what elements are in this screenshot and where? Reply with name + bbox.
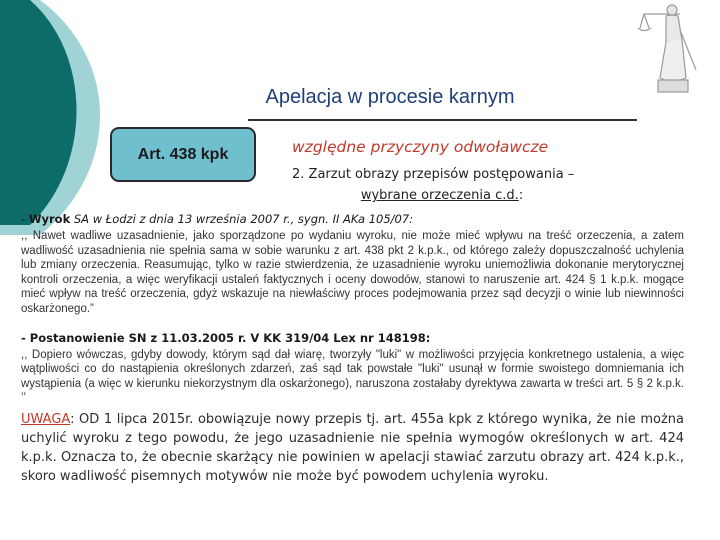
content-area (21, 211, 684, 486)
ruling1-text: ,, Nawet wadliwe uzasadnienie, jako sporządzone po wydaniu wyroku, nie może mieć wpływu na treść orzeczenia, a zatem wadliwość uzasadnienia nie spełnia sama w sobie warunku z art. 438 pkt 2 k.p.k., od którego zależy dopuszczalność uchylenia lub zmiany orzeczenia. Reasumując, tylko w razie stwierdzenia, że uzasadnienie wyroku uniemożliwia dokonanie merytorycznej kontroli orzeczenia, a więc weryfikacji ustaleń faktycznych i oceny dowodów, stanowi to naruszenie art. 424 § 1 k.p.k. mogące mieć wpływ na treść orzeczenia, gdyż wskazuje na niewłaściwy proces podejmowania przez sąd decyzji o winie lub niewinności oskarżonego.” (21, 230, 684, 315)
note-text: : OD 1 lipca 2015r. obowiązuje nowy przepis tj. art. 455a kpk z którego wynika, że nie można uchylić wyroku z tego powodu, że jego uzasadnienie nie spełnia wymogów określonych w art. 424 k.p.k. Oznacza to, że obecnie skarżący nie powinien w apelacji stawiać zarzutu obrazy art. 424 k.p.k., skoro wadliwość pisemnych motywów nie może być powodem uchylenia wyroku. (21, 411, 684, 484)
ruling2-header (21, 330, 684, 346)
spacer (21, 317, 684, 330)
note-paragraph (21, 410, 684, 486)
subheading-underlined: wybrane orzeczenia c.d. (360, 188, 519, 203)
ruling1-header (21, 211, 684, 227)
subheading-line2 (292, 185, 592, 206)
slide-title: Apelacja w procesie karnym (265, 86, 515, 108)
reason-heading: względne przyczyny odwoławcze (292, 138, 549, 156)
ruling2-header-bold: - Postanowienie SN z 11.03.2005 r. V KK 319/04 Lex nr 148198: (21, 330, 431, 345)
subheading-suffix: : (518, 188, 524, 203)
justice-statue-icon (636, 0, 706, 96)
ruling2-text: ,, Dopiero wówczas, gdyby dowody, którym sąd dał wiarę, tworzyły "luki" w możliwości przyjęcia konkretnego ustalenia, a więc wątpliwości co do nastąpienia określonych zdarzeń, zaś sąd tak powstałe "luki" usunął w formie swoistego domniemania ich wystąpienia (a więc w kierunku niekorzystnym dla oskarżonego), naruszona zostałaby dyrektywa zawarta w treści art. 5 § 2 k.p.k. ’’ (21, 348, 684, 405)
ruling1-header-bold: Wyrok (28, 212, 71, 226)
subheading-line1: 2. Zarzut obrazy przepisów postępowania – (292, 167, 575, 182)
ruling1-prefix: - (21, 212, 29, 226)
article-box: Art. 438 kpk (110, 127, 256, 182)
title-divider (248, 119, 637, 121)
ruling1-header-italic: SA w Łodzi z dnia 13 września 2007 r., sygn. II AKa 105/07: (70, 212, 414, 226)
subheading (292, 164, 652, 206)
note-label: UWAGA (21, 411, 71, 427)
